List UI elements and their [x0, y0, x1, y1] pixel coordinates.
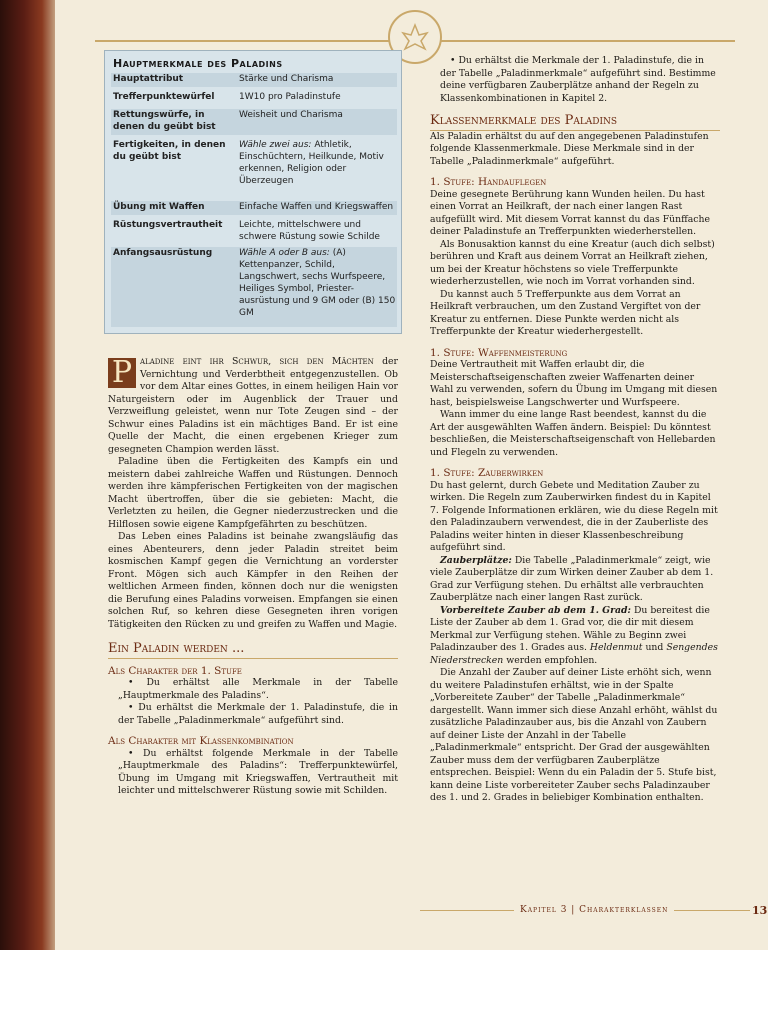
row-value: Leichte, mittelschwere und schwere Rüstung sowie Schilde: [239, 220, 380, 242]
subsection-heading: 1. Stufe: Zauberwirken: [430, 467, 544, 479]
page-number: 13: [752, 904, 768, 917]
left-column: [108, 356, 398, 798]
paragraph: Du hast gelernt, durch Gebete und Meditation Zauber zu wirken. Die Regeln zum Zauberwirken findest du in Kapitel 7. Folgende Informationen erklären, wie du diese Regeln mit den Paladinzaubern verwendest, die in der Zauberliste des Paladins weiter hinten in dieser Klassenbeschreibung aufgeführt sind.: [430, 479, 718, 553]
table-title: Hauptmerkmale des Paladins: [113, 57, 283, 70]
paragraph: Vorbereitete Zauber ab dem 1. Grad: Du bereitest die Liste der Zauber ab dem 1. Grad vor, die dir mit diesem Merkmal zur Verfügung stehen. Wähle zu Beginn zwei Paladinzauber des 1. Grades aus. Heldenmut und Sengendes Niederstrecken werden empfohlen.: [430, 604, 718, 666]
subsection-heading: Als Charakter der 1. Stufe: [108, 664, 242, 677]
row-value: Wähle A oder B aus: (A) Kettenpanzer, Schild, Langschwert, sechs Wurfspeere, Heiliges Symbol, Priester-ausrüstung und 9 GM oder (B) 150 GM: [239, 248, 396, 318]
book-spine-edge: [0, 0, 60, 950]
section-heading: Ein Paladin werden ...: [108, 643, 398, 659]
right-column: [430, 55, 720, 805]
row-label: Rüstungsvertrautheit: [113, 220, 223, 230]
intro-paragraph: Paladine üben die Fertigkeiten des Kampfs ein und meistern dabei zahlreiche Waffen und Rüstungen. Dennoch werden ihre kämpferischen Fertigkeiten von der magischen Macht übertroffen, über die sie gebieten: Macht, die Verletzten zu heilen, die Gegner niederzustrecken und die Hilflosen sowie eigene Kampfgefährten zu beschützen.: [108, 456, 398, 530]
intro-paragraph: aladine eint ihr Schwur, sich den Mächten der Vernichtung und Verderbtheit entgegenzustellen. Ob vor dem Altar eines Gottes, in einem heiligen Hain vor Naturgeistern oder im Augenblick der Trauer und Verzweiflung geleistet, wenn nur Tote Zeugen sind – der Schwur eines Paladins ist ein mächtiges Band. Er ist eine Quelle der Macht, die einen ergebenen Krieger zum gesegneten Champion werden lässt.: [108, 356, 398, 455]
row-value: Wähle zwei aus: Athletik, Einschüchtern, Heilkunde, Motiv erkennen, Religion oder Überzeugen: [239, 140, 384, 186]
subsection-heading: 1. Stufe: Handauflegen: [430, 176, 547, 188]
paragraph: Als Paladin erhältst du auf den angegebenen Paladinstufen folgende Klassenmerkmale. Diese Merkmale sind in der Tabelle „Paladinmerkmale“ aufgeführt.: [430, 130, 709, 167]
table-row: [111, 219, 397, 245]
table-row: [111, 201, 397, 215]
table-row: [111, 73, 397, 87]
row-label: Trefferpunktewürfel: [113, 92, 215, 102]
table-row: [111, 139, 397, 199]
paragraph: Deine Vertrautheit mit Waffen erlaubt dir, die Meisterschaftseigenschaften zweier Waffenarten deiner Wahl zu verwenden, sofern du Übung im Umgang mit diesen hast, beispielsweise Langschwerter und Wurfspeere.: [430, 359, 718, 408]
paragraph: Du kannst auch 5 Trefferpunkte aus dem Vorrat an Heilkraft verbrauchen, um den Zustand Vergiftet von der Kreatur zu entfernen. Diese Punkte werden nicht als Trefferpunkte der Kreatur wiederhergestellt.: [430, 288, 701, 337]
row-value: Einfache Waffen und Kriegswaffen: [239, 202, 394, 212]
core-traits-table: [104, 50, 402, 334]
row-label: Anfangsausrüstung: [113, 248, 213, 258]
intro-paragraph: Das Leben eines Paladins ist beinahe zwangsläufig das eines Abenteurers, denn jeder Paladin streitet beim kosmischen Kampf gegen die Vernichtung an vorderster Front. Mögen sich auch Kämpfer in den Reihen der weltlichen Armeen finden, können doch nur die wenigsten die Berufung eines Paladins vorweisen. Empfangen sie einen solchen Ruf, so kehren diese Gesegneten ihren vorigen Tätigkeiten den Rücken zu und greifen zu Waffen und Magie.: [108, 531, 398, 630]
paragraph: Die Anzahl der Zauber auf deiner Liste erhöht sich, wenn du weitere Paladinstufen erhältst, wie in der Spalte „Vorbereitete Zauber“ der Tabelle „Paladinmerkmale“ dargestellt. Wann immer sich diese Anzahl erhöht, wählst du zusätzliche Paladinzauber aus, bis die Anzahl von Zaubern auf deiner Liste der Anzahl in der Tabelle „Paladinmerkmale“ entspricht. Der Grad der ausgewählten Zauber muss dem der verfügbaren Zauberplätze entsprechen. Beispiel: Wenn du ein Paladin der 5. Stufe bist, kann deine Liste vorbereiteter Zauber sechs Paladinzauber des 1. und 2. Grades in beliebiger Kombination enthalten.: [430, 667, 718, 803]
row-value: 1W10 pro Paladinstufe: [239, 92, 341, 102]
paragraph: Als Bonusaktion kannst du eine Kreatur (auch dich selbst) berühren und Kraft aus deinem Vorrat an Heilkraft ziehen, um bei der Kreatur höchstens so viele Trefferpunkte wiederherzustellen, wie noch im Vorrat vorhanden sind.: [430, 238, 715, 287]
bullet-item: • Du erhältst die Merkmale der 1. Paladinstufe, die in der Tabelle „Paladinmerkmale“ aufgeführt sind. Bestimme deine verfügbaren Zauberplätze anhand der Regeln zu Klassenkombinationen in Kapitel 2.: [440, 55, 716, 104]
drop-cap: P: [108, 358, 136, 388]
table-row: [111, 109, 397, 135]
table-row: [111, 247, 397, 327]
row-label: Übung mit Waffen: [113, 202, 205, 212]
row-value: Stärke und Charisma: [239, 74, 334, 84]
subsection-heading: Als Charakter mit Klassenkombination: [108, 735, 294, 747]
row-label: Rettungswürfe, in denen du geübt bist: [113, 110, 216, 132]
subsection-heading: 1. Stufe: Waffenmeisterung: [430, 346, 568, 359]
bullet-item: • Du erhältst alle Merkmale in der Tabelle „Hauptmerkmale des Paladins“.: [118, 677, 398, 701]
paragraph: Wann immer du eine lange Rast beendest, kannst du die Art der ausgewählten Waffen ändern. Beispiel: Du könntest beschließen, die Meisterschaftseigenschaft von Hellebarden und Flegeln zu verwenden.: [430, 409, 716, 458]
paragraph: Deine gesegnete Berührung kann Wunden heilen. Du hast einen Vorrat an Heilkraft, der nach einer langen Rast aufgefüllt wird. Mit diesem Vorrat kannst du das Fünffache deiner Paladinstufe an Trefferpunkten wiederherstellen.: [430, 188, 710, 237]
paragraph: Zauberplätze: Die Tabelle „Paladinmerkmale“ zeigt, wie viele Zauberplätze dir zum Wirken deiner Zauber ab dem 1. Grad zur Verfügung stehen. Du erhältst alle verbrauchten Zauberplätze nach einer langen Rast zurück.: [430, 554, 714, 603]
bullet-item: • Du erhältst die Merkmale der 1. Paladinstufe, die in der Tabelle „Paladinmerkmale“ aufgeführt sind.: [118, 702, 398, 726]
chapter-footer: Kapitel 3 | Charakterklassen: [514, 905, 674, 915]
table-row: [111, 91, 397, 105]
section-heading: Klassenmerkmale des Paladins: [430, 115, 720, 131]
bullet-item: • Du erhältst folgende Merkmale in der Tabelle „Hauptmerkmale des Paladins“: Trefferpunktewürfel, Übung im Umgang mit Kriegswaffen, Vertrautheit mit leichter und mittelschwerer Rüstung sowie mit Schilden.: [118, 747, 398, 796]
row-label: Hauptattribut: [113, 74, 184, 84]
row-value: Weisheit und Charisma: [239, 110, 343, 120]
row-label: Fertigkeiten, in denen du geübt bist: [113, 140, 226, 162]
